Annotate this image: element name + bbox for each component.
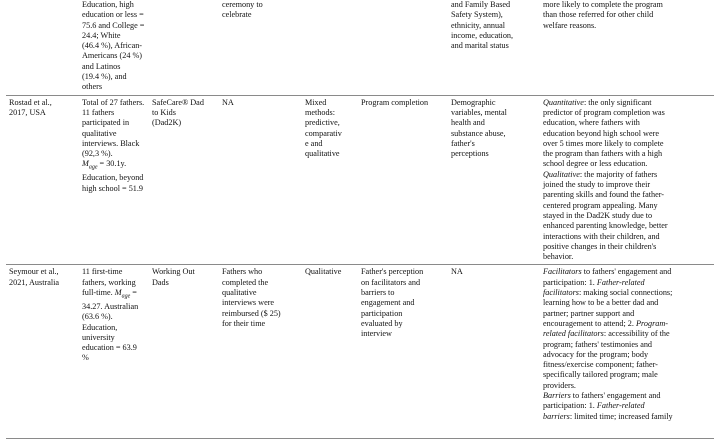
cell-program bbox=[149, 0, 219, 95]
cell-incentive: ceremony to celebrate bbox=[222, 0, 263, 20]
mean-age: full-time. $M_{age}$ = bbox=[82, 288, 137, 300]
cell-program: SafeCare® Dad to Kids (Dad2K) bbox=[149, 95, 219, 265]
cell-outcome: Program completion bbox=[358, 95, 448, 265]
cell-variables: NA bbox=[448, 265, 540, 424]
table-row bbox=[6, 95, 714, 265]
cell-incentive: Fathers who completed the qualitative interviews were reimbursed ($ 25) for their time bbox=[219, 265, 302, 424]
cell-outcome bbox=[358, 0, 448, 95]
cell-study: Rostad et al., 2017, USA bbox=[6, 95, 79, 265]
table-row bbox=[6, 0, 714, 95]
cell-design: Qualitative bbox=[302, 265, 358, 424]
cell-design: Mixed methods: predictive, comparativ e and qualitative bbox=[302, 95, 358, 265]
cell-variables: and Family Based Safety System), ethnicity, annual income, education, and marital status bbox=[451, 0, 514, 51]
cell-variables: Demographic variables, mental health and substance abuse, father's perceptions bbox=[448, 95, 540, 265]
cell-incentive: NA bbox=[219, 95, 302, 265]
cell-findings: Facilitators to fathers' engagement and participation: 1. Father-related facilitators: making social connections; learning how to be a better dad and partner; partner support and encouragement to attend; 2. Program- related facilitators: accessibility of the program; fathers' testimonies and advocacy for the program; body fitness/exercise component; father- specifically tailored program; male providers. Barriers to fathers' engagement and participation: 1. Father-related barriers: limited time; increased family bbox=[540, 265, 714, 424]
cell-participants: Education, high education or less = 75.6 and College = 24.4; White (46.4 %), African- Americans (24 %) and Latinos (19.4 %), and others bbox=[82, 0, 145, 92]
cell-study bbox=[6, 0, 79, 95]
mean-age: $M_{age} = 30.1y$. bbox=[82, 159, 127, 172]
cell-outcome: Father's perception on facilitators and barriers to engagement and participation evaluated by interview bbox=[358, 265, 448, 424]
cell-study: Seymour et al., 2021, Australia bbox=[6, 265, 79, 424]
table-row bbox=[6, 265, 714, 424]
cell-findings: more likely to complete the program than those referred for other child welfare reasons. bbox=[543, 0, 663, 30]
cell-design bbox=[302, 0, 358, 95]
cell-participants: Total of 27 fathers. 11 fathers participated in qualitative interviews. Black (92,3 %). $M_{age} = 30.1y$. Education, beyond high school = 51.9 bbox=[79, 95, 149, 265]
cell-program: Working Out Dads bbox=[149, 265, 219, 424]
cell-participants: 11 first-time fathers, working full-time. $M_{age}$ = 34.27. Australian (63.6 %). Education, university education = 63.9 % bbox=[79, 265, 149, 424]
study-table bbox=[6, 0, 714, 424]
table-bottom-rule bbox=[6, 438, 714, 439]
cell-findings: Quantitative: the only significant predictor of program completion was education, where fathers with education beyond high school were over 5 times more likely to complete the program than fathers with a high school degree or less education. Qualitative: the majority of fathers joined the study to improve their parenting skills and found the father- centered program appealing. Many stayed in the Dad2K study due to enhanced parenting knowledge, better interactions with their children, and positive changes in their children's behavior. bbox=[540, 95, 714, 265]
